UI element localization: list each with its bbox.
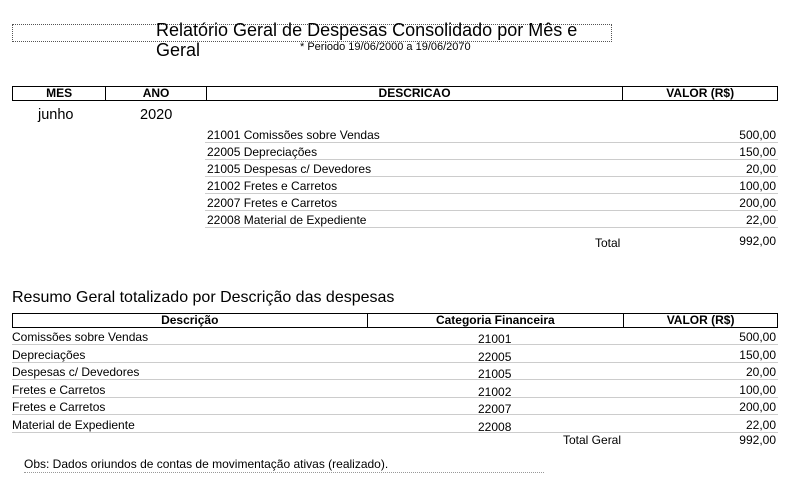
summary-row-descricao: Fretes e Carretos: [12, 382, 106, 397]
row-divider: [12, 397, 778, 398]
row-divider: [12, 344, 778, 345]
summary-total-label: Total Geral: [563, 433, 622, 447]
monthly-row-descricao: 21002 Fretes e Carretos: [207, 179, 338, 193]
monthly-row-valor: 20,00: [745, 162, 776, 176]
row-divider: [205, 210, 778, 211]
col-ano: ANO: [106, 87, 206, 101]
monthly-row-descricao: 22008 Material de Expediente: [207, 213, 367, 227]
col-descricao: DESCRICAO: [206, 87, 623, 101]
summary-row-categoria: 22007: [478, 402, 512, 416]
summary-row-valor: 150,00: [739, 347, 776, 362]
obs-divider: [24, 472, 544, 473]
monthly-row-valor: 100,00: [739, 179, 776, 193]
summary-row-descricao: Depreciações: [12, 347, 86, 362]
summary-row-categoria: 21001: [478, 332, 512, 346]
row-divider: [205, 193, 778, 194]
summary-header: [12, 313, 778, 328]
summary-row-descricao: Comissões sobre Vendas: [12, 330, 149, 344]
col-valor: VALOR (R$): [623, 87, 778, 101]
col-valor: VALOR (R$): [624, 314, 778, 328]
summary-row-categoria: 22008: [478, 419, 512, 434]
monthly-row-descricao: 22005 Depreciações: [207, 145, 318, 159]
monthly-row-valor: 500,00: [739, 128, 776, 142]
summary-row-valor: 22,00: [745, 417, 776, 432]
monthly-row-valor: 22,00: [745, 213, 776, 227]
summary-total-value: 992,00: [739, 433, 776, 447]
row-divider: [12, 379, 778, 380]
summary-row-categoria: 22005: [478, 349, 512, 364]
monthly-row-descricao: 21005 Despesas c/ Devedores: [207, 162, 372, 176]
monthly-total-value: 992,00: [739, 234, 776, 248]
summary-row-valor: 100,00: [739, 382, 776, 397]
monthly-row-valor: 150,00: [739, 145, 776, 159]
summary-title: Resumo Geral totalizado por Descrição das despesas: [12, 289, 395, 306]
monthly-row-descricao: 22007 Fretes e Carretos: [207, 196, 338, 210]
row-divider: [12, 362, 778, 363]
report-title-line1: Relatório Geral de Despesas Consolidado por Mês e: [156, 20, 578, 40]
monthly-row-valor: 200,00: [739, 196, 776, 210]
col-categoria: Categoria Financeira: [367, 314, 624, 328]
row-divider: [205, 176, 778, 177]
summary-row-valor: 200,00: [739, 400, 776, 414]
row-divider: [12, 414, 778, 415]
summary-row-descricao: Fretes e Carretos: [12, 400, 106, 414]
report-title-line2: Geral: [156, 40, 201, 60]
monthly-total-label: Total: [595, 236, 621, 250]
summary-row-categoria: 21005: [478, 367, 512, 381]
report-period: * Periodo 19/06/2000 a 19/06/2070: [300, 41, 471, 53]
summary-row-valor: 500,00: [739, 330, 776, 344]
obs-note: Obs: Dados oriundos de contas de movimentação ativas (realizado).: [24, 457, 389, 471]
col-descricao: Descrição: [13, 314, 368, 328]
row-divider: [205, 159, 778, 160]
year-value: 2020: [140, 107, 173, 123]
summary-row-descricao: Material de Expediente: [12, 417, 135, 432]
monthly-header: [12, 86, 778, 101]
row-divider: [205, 227, 778, 228]
summary-row-descricao: Despesas c/ Devedores: [12, 365, 140, 379]
summary-row-valor: 20,00: [745, 365, 776, 379]
month-value: junho: [38, 107, 74, 123]
monthly-row-descricao: 21001 Comissões sobre Vendas: [207, 128, 380, 142]
col-mes: MES: [13, 87, 106, 101]
row-divider: [205, 142, 778, 143]
summary-row-categoria: 21002: [478, 384, 512, 399]
row-divider: [12, 432, 778, 433]
